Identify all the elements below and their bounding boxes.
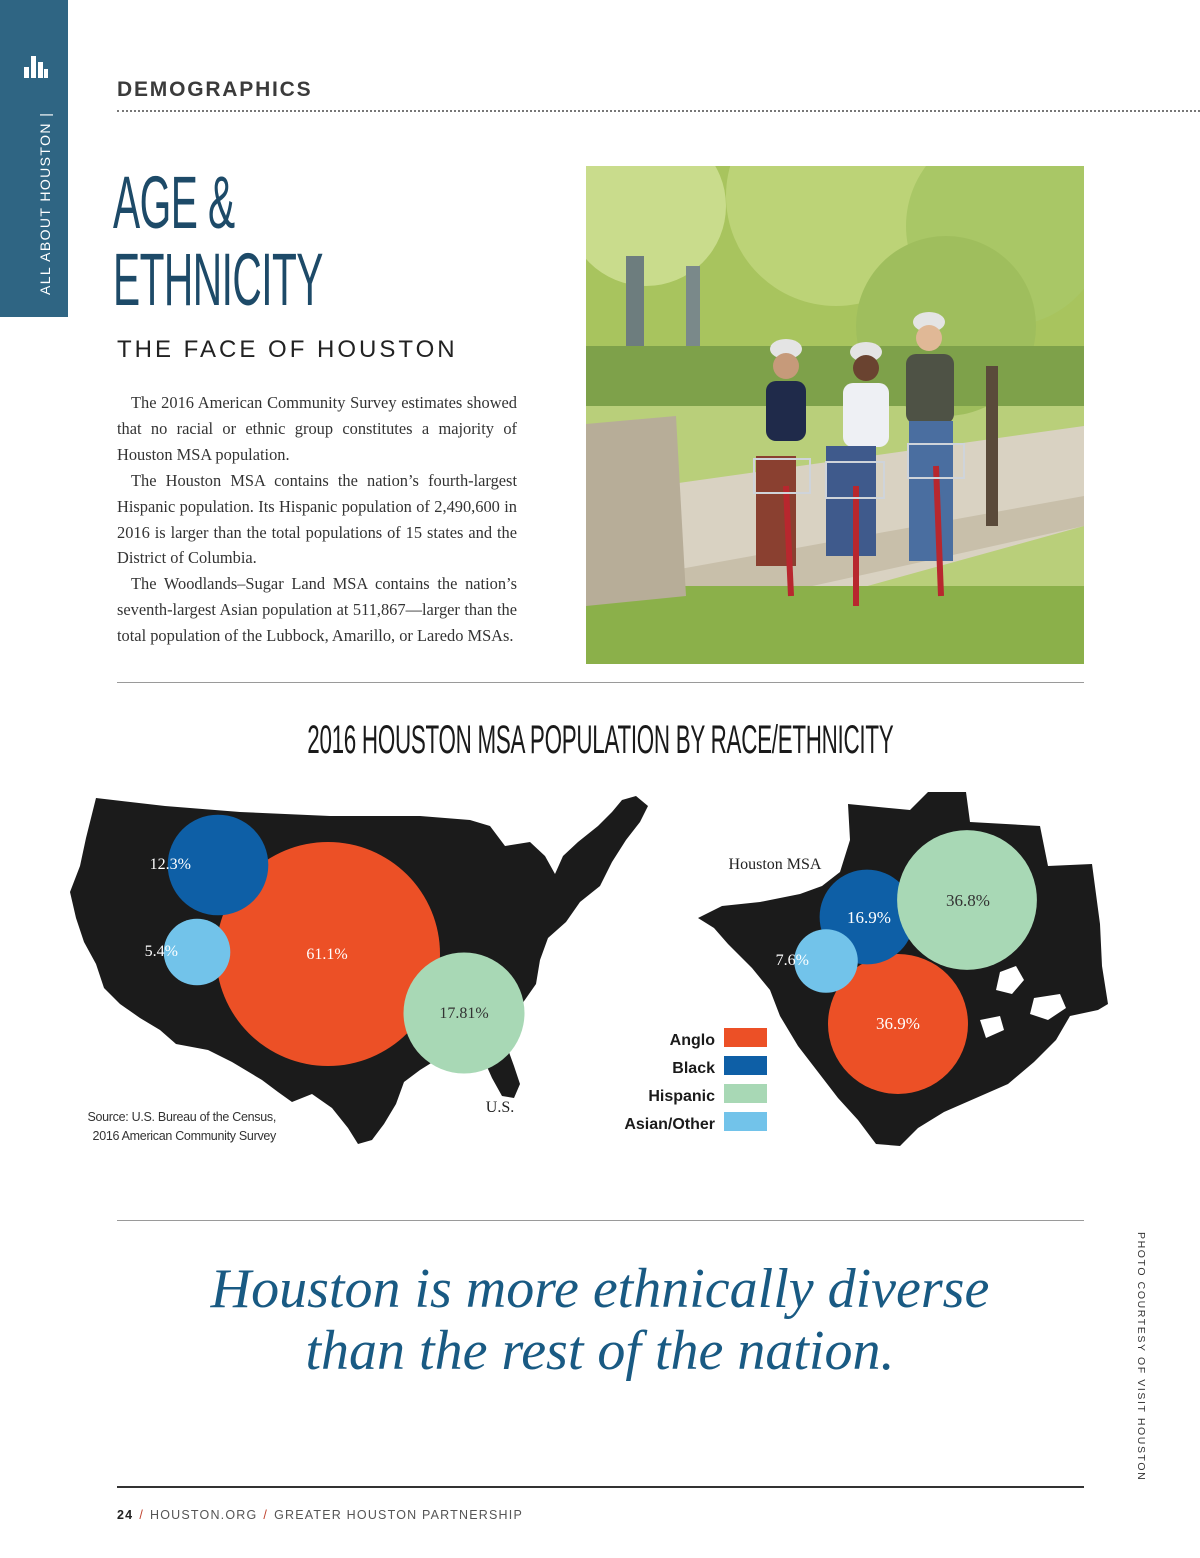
legend-label-black: Black xyxy=(672,1060,715,1077)
legend-label-asian-other: Asian/Other xyxy=(624,1116,715,1133)
footer-separator: / xyxy=(263,1508,269,1522)
source-line-1: Source: U.S. Bureau of the Census, xyxy=(87,1110,276,1124)
chart-title xyxy=(0,718,1200,763)
footer xyxy=(117,1508,523,1522)
divider xyxy=(117,1220,1084,1221)
legend-label-anglo: Anglo xyxy=(669,1032,715,1049)
legend-swatch-black xyxy=(724,1056,767,1075)
footer-org: GREATER HOUSTON PARTNERSHIP xyxy=(274,1508,523,1522)
pull-quote: Houston is more ethnically diverse than the rest of the nation. xyxy=(210,1258,990,1382)
footer-site: HOUSTON.ORG xyxy=(150,1508,258,1522)
page-number: 24 xyxy=(117,1508,134,1522)
side-tab xyxy=(0,0,68,317)
footer-rule xyxy=(117,1486,1084,1488)
houston-black-label: 16.9% xyxy=(847,908,891,927)
cyclists-photo xyxy=(586,166,1084,664)
body-paragraph: The Houston MSA contains the nation’s fourth-largest Hispanic population. Its Hispanic population of 2,490,600 in 2016 is larger than the total populations of 15 states and the District of Columbia. xyxy=(117,470,517,568)
dotted-divider xyxy=(117,110,1200,112)
source-note xyxy=(60,1108,276,1146)
page-title-line-1: AGE & xyxy=(113,161,235,244)
body-text xyxy=(117,390,517,649)
page-title-line-2: ETHNICITY xyxy=(113,238,323,321)
subheading: THE FACE OF HOUSTON xyxy=(117,336,458,363)
us-map-label: U.S. xyxy=(485,1099,515,1116)
chart-title-text: 2016 HOUSTON MSA POPULATION BY RACE/ETHNICITY xyxy=(306,718,894,762)
body-paragraph: The Woodlands–Sugar Land MSA contains the nation’s seventh-largest Asian population at 511,867—larger than the total population of the Lubbock, Amarillo, or Laredo MSAs. xyxy=(117,574,517,646)
footer-separator: / xyxy=(139,1508,144,1522)
skyline-icon xyxy=(24,56,48,78)
legend-swatch-hispanic xyxy=(724,1084,767,1103)
legend xyxy=(624,1028,767,1133)
source-line-2: 2016 American Community Survey xyxy=(92,1129,276,1143)
us-hispanic-label: 17.81% xyxy=(439,1005,489,1022)
page-title xyxy=(113,161,323,321)
houston-anglo-label: 36.9% xyxy=(876,1014,920,1033)
houston-msa-map-label: Houston MSA xyxy=(728,856,822,873)
divider xyxy=(117,682,1084,683)
us-anglo-label: 61.1% xyxy=(306,946,348,963)
legend-swatch-asian-other xyxy=(724,1112,767,1131)
legend-label-hispanic: Hispanic xyxy=(648,1088,715,1105)
body-paragraph: The 2016 American Community Survey estimates showed that no racial or ethnic group constitutes a majority of Houston MSA population. xyxy=(117,393,517,464)
ethnicity-maps xyxy=(0,780,1200,1160)
legend-swatch-anglo xyxy=(724,1028,767,1047)
section-label: DEMOGRAPHICS xyxy=(117,78,313,101)
side-tab-label: ALL ABOUT HOUSTON | xyxy=(37,111,53,295)
photo-credit: PHOTO COURTESY OF VISIT HOUSTON xyxy=(1135,1232,1147,1482)
us-black-label: 12.3% xyxy=(149,856,191,873)
us-asian-other-label: 5.4% xyxy=(144,943,178,960)
houston-hispanic-label: 36.8% xyxy=(946,891,990,910)
houston-asian-other-label: 7.6% xyxy=(775,952,809,969)
